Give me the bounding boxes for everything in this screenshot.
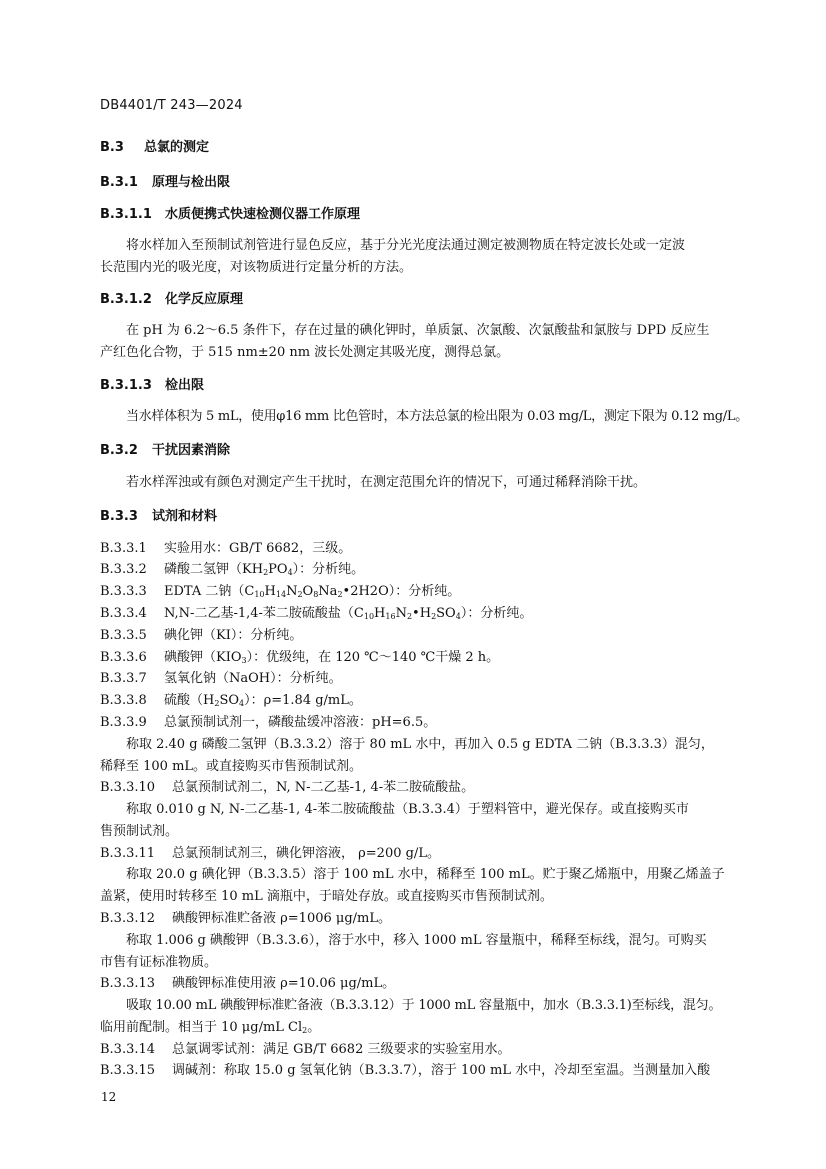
text-run: ）：分析纯。	[292, 562, 365, 577]
subscript: 8	[313, 590, 319, 599]
subscript: 4	[287, 568, 293, 577]
item-text: 调碱剂：称取 15.0 g 氢氧化钠（B.3.3.7），溶于 100 mL 水中，冷却至室温。当测量加入酸	[172, 1063, 711, 1078]
list-item	[100, 975, 395, 993]
item-text: 总氯调零试剂：满足 GB/T 6682 三级要求的实验室用水。	[172, 1042, 511, 1057]
subscript: 10	[363, 612, 375, 621]
section-b31-heading	[100, 174, 230, 192]
section-number: B.3.1.3	[100, 378, 152, 393]
text-run: PO	[268, 562, 288, 577]
item-number: B.3.3.5	[100, 628, 147, 643]
list-item	[100, 1041, 510, 1059]
subscript: 16	[385, 612, 396, 621]
item-text	[164, 693, 362, 708]
item-text	[164, 606, 532, 621]
item-text: 总氯预制试剂三，碘化钾溶液， ρ=200 g/L。	[172, 846, 440, 861]
item-text: 碘酸钾标准使用液 ρ=10.06 μg/mL。	[172, 976, 396, 991]
text-run: SO	[436, 606, 456, 621]
subscript: 3	[241, 656, 247, 665]
list-item	[100, 561, 364, 579]
section-title: 试剂和材料	[152, 509, 218, 524]
subscript: 2	[297, 590, 303, 599]
subscript: 14	[275, 590, 287, 599]
section-title: 水质便携式快速检测仪器工作原理	[165, 207, 361, 222]
list-item	[100, 910, 391, 928]
section-number: B.3.1	[100, 175, 138, 190]
list-item	[100, 779, 474, 797]
section-b3-heading	[100, 139, 209, 157]
paragraph-line: 称取 0.010 g N, N-二乙基-1, 4-苯二胺硫酸盐（B.3.3.4）于塑料管中，避光保存。或直接购买市	[126, 802, 689, 817]
section-title: 化学反应原理	[165, 292, 244, 307]
list-item	[100, 1062, 710, 1080]
item-number: B.3.3.6	[100, 650, 147, 665]
text-run: 临用前配制。相当于 10 μg/mL Cl	[100, 1020, 303, 1035]
list-item	[100, 845, 440, 863]
paragraph-line: 盖紧，使用时转移至 10 mL 滴瓶中，于暗处存放。或直接购买市售预制试剂。	[100, 889, 553, 904]
subscript: 2	[337, 590, 343, 599]
text-run: N	[286, 584, 298, 599]
section-number: B.3.1.1	[100, 207, 152, 222]
document-code-header: DB4401/T 243—2024	[100, 98, 243, 113]
item-text: 碘化钾（KI）：分析纯。	[164, 628, 303, 643]
paragraph-line: 称取 20.0 g 碘化钾（B.3.3.5）溶于 100 mL 水中，稀释至 100 mL。贮于聚乙烯瓶中，用聚乙烯盖子	[126, 867, 725, 882]
text-run: ）：优级纯，在 120 ℃～140 ℃干燥 2 h。	[246, 650, 500, 665]
paragraph-line: 将水样加入至预制试剂管进行显色反应，基于分光光度法通过测定被测物质在特定波长处或一定波	[126, 238, 686, 253]
list-item	[100, 670, 342, 688]
paragraph-line: 若水样浑浊或有颜色对测定产生干扰时，在测定范围允许的情况下，可通过稀释消除干扰。	[126, 475, 647, 490]
text-run: •2H2O）：分析纯。	[342, 584, 461, 599]
item-number: B.3.3.13	[100, 976, 156, 991]
paragraph-line: 市售有证标准物质。	[100, 955, 218, 970]
text-run: 磷酸二氢钾（KH	[164, 562, 264, 577]
item-text: 氢氧化钠（NaOH）：分析纯。	[164, 671, 342, 686]
text-run: Na	[318, 584, 338, 599]
list-item	[100, 540, 351, 558]
section-b313-heading	[100, 377, 204, 395]
item-number: B.3.3.7	[100, 671, 147, 686]
item-text: 总氯预制试剂一，磷酸盐缓冲溶液：pH=6.5。	[164, 715, 437, 730]
item-number: B.3.3.10	[100, 780, 156, 795]
subscript: 10	[254, 590, 265, 599]
section-b312-heading	[100, 291, 243, 309]
list-item	[100, 627, 302, 645]
section-title: 检出限	[165, 378, 205, 393]
list-item	[100, 714, 436, 732]
text-run: 碘酸钾（KIO	[164, 650, 242, 665]
text-run: ）：分析纯。	[460, 606, 533, 621]
subscript: 2	[431, 612, 437, 621]
text-run: SO	[219, 693, 240, 708]
item-number: B.3.3.8	[100, 693, 147, 708]
subscript: 2	[214, 699, 220, 708]
paragraph-line: 稀释至 100 mL。或直接购买市售预制试剂。	[100, 759, 363, 774]
subscript: 4	[239, 699, 245, 708]
item-text: 总氯预制试剂二，N, N-二乙基-1, 4-苯二胺硫酸盐。	[172, 780, 475, 795]
paragraph-line	[100, 1019, 320, 1037]
section-number: B.3.1.2	[100, 292, 152, 307]
paragraph-line: 长范围内光的吸光度，对该物质进行定量分析的方法。	[100, 260, 413, 275]
list-item	[100, 649, 499, 667]
subscript: 2	[263, 568, 269, 577]
text-run: 。	[307, 1020, 321, 1035]
paragraph-line: 称取 2.40 g 磷酸二氢钾（B.3.3.2）溶于 80 mL 水中，再加入 0.5 g EDTA 二钠（B.3.3.3）混匀，	[126, 737, 714, 752]
text-run: ）：ρ=1.84 g/mL。	[244, 693, 362, 708]
item-number: B.3.3.2	[100, 562, 147, 577]
section-number: B.3.2	[100, 443, 138, 458]
item-text: 实验用水：GB/T 6682，三级。	[164, 541, 352, 556]
item-number: B.3.3.12	[100, 911, 156, 926]
page-number: 12	[101, 1090, 117, 1104]
text-run: 硫酸（H	[164, 693, 215, 708]
paragraph-line: 在 pH 为 6.2～6.5 条件下，存在过量的碘化钾时，单质氯、次氯酸、次氯酸盐和氯胺与 DPD 反应生	[126, 323, 710, 338]
list-item	[100, 583, 460, 601]
item-text	[164, 562, 364, 577]
subscript: 2	[406, 612, 413, 621]
item-number: B.3.3.1	[100, 541, 147, 556]
subscript: 2	[302, 1026, 308, 1035]
paragraph-line: 售预制试剂。	[100, 824, 179, 839]
item-text: 碘酸钾标准贮备液 ρ=1006 μg/mL。	[172, 911, 391, 926]
section-title: 原理与检出限	[152, 175, 231, 190]
item-number: B.3.3.11	[100, 846, 156, 861]
item-number: B.3.3.4	[100, 606, 147, 621]
paragraph-line: 产红色化合物，于 515 nm±20 nm 波长处测定其吸光度，测得总氯。	[100, 345, 510, 360]
paragraph-line: 当水样体积为 5 mL，使用φ16 mm 比色管时，本方法总氯的检出限为 0.03 mg/L，测定下限为 0.12 mg/L。	[126, 409, 748, 424]
item-number: B.3.3.15	[100, 1063, 156, 1078]
subscript: 4	[455, 612, 461, 621]
section-b32-heading	[100, 442, 230, 460]
list-item	[100, 692, 362, 710]
text-run: •H	[412, 606, 432, 621]
text-run: H	[374, 606, 386, 621]
section-b33-heading	[100, 508, 217, 526]
paragraph-line: 称取 1.006 g 碘酸钾（B.3.3.6），溶于水中，移入 1000 mL 容量瓶中，稀释至标线，混匀。可购买	[126, 933, 707, 948]
section-b311-heading	[100, 206, 360, 224]
item-text	[164, 650, 499, 665]
text-run: N,N-二乙基-1,4-苯二胺硫酸盐（C	[164, 606, 364, 621]
item-number: B.3.3.9	[100, 715, 147, 730]
section-title: 总氯的测定	[144, 140, 210, 155]
item-text	[164, 584, 460, 599]
section-number: B.3	[100, 140, 124, 155]
text-run: H	[264, 584, 276, 599]
item-number: B.3.3.14	[100, 1042, 156, 1057]
text-run: O	[302, 584, 314, 599]
text-run: EDTA 二钠（C	[164, 584, 255, 599]
section-title: 干扰因素消除	[152, 443, 231, 458]
text-run: N	[395, 606, 407, 621]
list-item	[100, 605, 532, 623]
paragraph-line: 吸取 10.00 mL 碘酸钾标准贮备液（B.3.3.12）于 1000 mL 容量瓶中，加水（B.3.3.1)至标线，混匀。	[126, 998, 722, 1013]
item-number: B.3.3.3	[100, 584, 147, 599]
section-number: B.3.3	[100, 509, 138, 524]
